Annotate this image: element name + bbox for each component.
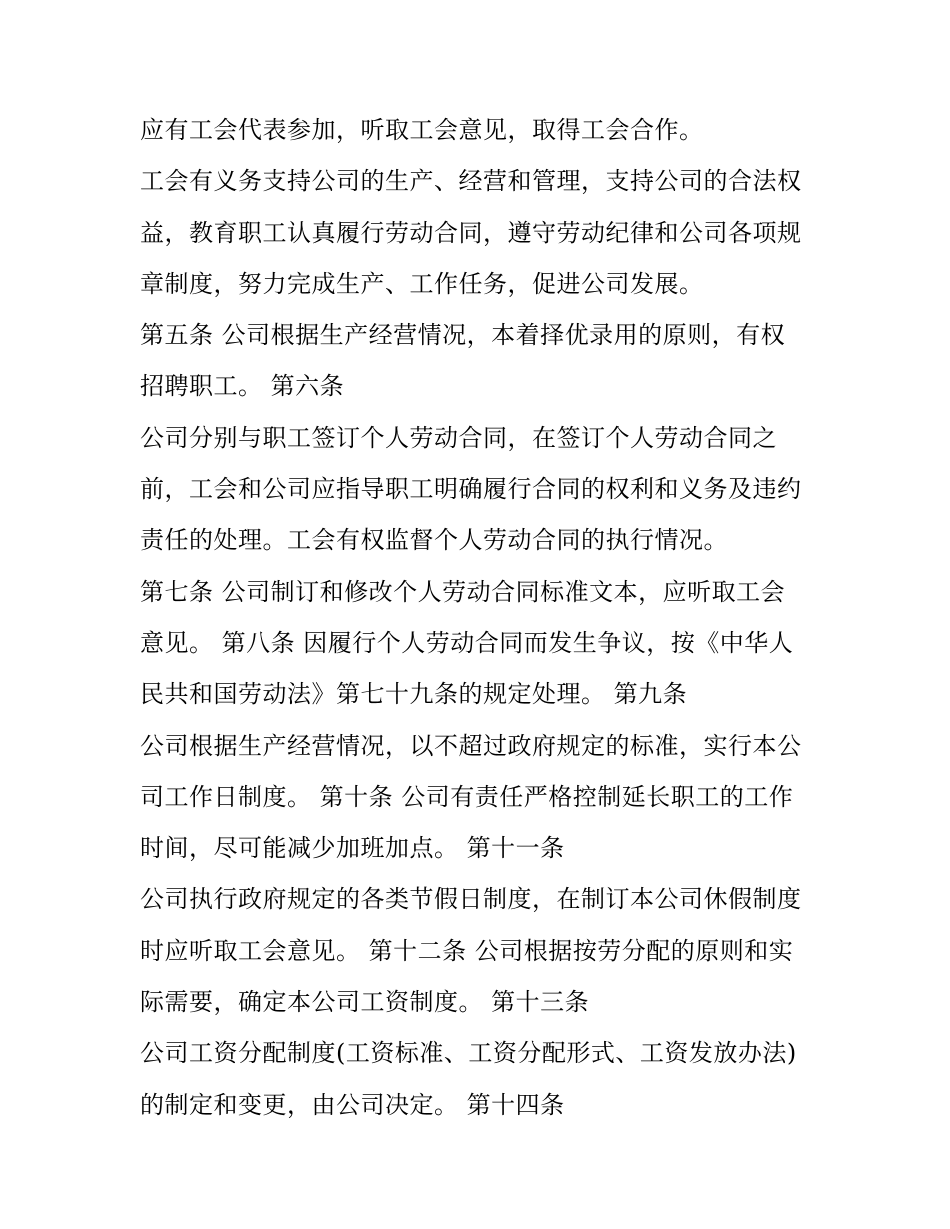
- text-line: 责任的处理。工会有权监督个人劳动合同的执行情况。: [140, 526, 728, 555]
- text-line: 工会有义务支持公司的生产、经营和管理，支持公司的合法权: [140, 167, 802, 196]
- text-line: 第五条 公司根据生产经营情况，本着择优录用的原则，有权: [140, 321, 786, 350]
- text-line: 章制度，努力完成生产、工作任务，促进公司发展。: [140, 269, 704, 298]
- text-line: 际需要，确定本公司工资制度。 第十三条: [140, 988, 590, 1017]
- text-line: 益，教育职工认真履行劳动合同，遵守劳动纪律和公司各项规: [140, 218, 802, 247]
- text-line: 民共和国劳动法》第七十九条的规定处理。 第九条: [140, 680, 688, 709]
- document-body: [140, 105, 820, 1131]
- text-line: 的制定和变更，由公司决定。 第十四条: [140, 1090, 565, 1119]
- text-line: 司工作日制度。 第十条 公司有责任严格控制延长职工的工作: [140, 782, 794, 811]
- text-line: 应有工会代表参加，听取工会意见，取得工会合作。: [140, 116, 704, 144]
- text-line: 第七条 公司制订和修改个人劳动合同标准文本，应听取工会: [140, 577, 786, 606]
- text-line: 招聘职工。 第六条: [140, 372, 345, 401]
- text-line: 公司执行政府规定的各类节假日制度，在制订本公司休假制度: [140, 885, 802, 914]
- text-line: 公司根据生产经营情况，以不超过政府规定的标准，实行本公: [140, 731, 802, 760]
- text-line: 时间，尽可能减少加班加点。 第十一条: [140, 834, 565, 863]
- text-line: 公司分别与职工签订个人劳动合同，在签订个人劳动合同之: [140, 423, 777, 452]
- text-line: 前，工会和公司应指导职工明确履行合同的权利和义务及违约: [140, 475, 802, 504]
- text-line: 公司工资分配制度(工资标准、工资分配形式、工资发放办法): [140, 1039, 797, 1068]
- text-line: 意见。 第八条 因履行个人劳动合同而发生争议，按《中华人: [140, 628, 794, 657]
- text-line: 时应听取工会意见。 第十二条 公司根据按劳分配的原则和实: [140, 936, 794, 965]
